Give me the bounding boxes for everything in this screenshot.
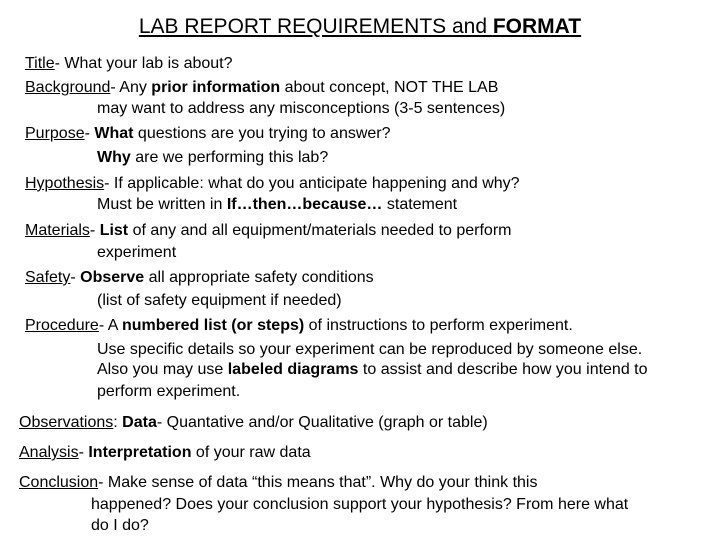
materials-item: Materials- List of any and all equipment/materials needed to perform: [25, 222, 512, 239]
background-item: Background- Any prior information about concept, NOT THE LAB: [25, 79, 499, 96]
conclusion-label: Conclusion: [19, 474, 99, 491]
conclusion-line-3: do I do?: [91, 517, 149, 534]
hypothesis-label: Hypothesis: [25, 175, 105, 192]
hypothesis-line-2: Must be written in If…then…because… statement: [97, 196, 458, 213]
procedure-item: Procedure- A numbered list (or steps) of instructions to perform experiment.: [25, 317, 573, 334]
purpose-label: Purpose: [25, 125, 85, 142]
materials-line-2: experiment: [97, 244, 177, 261]
purpose-line-2: Why are we performing this lab?: [97, 149, 329, 166]
safety-item: Safety- Observe all appropriate safety conditions: [25, 269, 374, 286]
conclusion-line-2: happened? Does your conclusion support your hypothesis? From here what: [91, 496, 629, 513]
analysis-label: Analysis: [19, 444, 79, 461]
analysis-item: Analysis- Interpretation of your raw data: [19, 444, 311, 461]
materials-label: Materials: [25, 222, 90, 239]
background-line-2: may want to address any misconceptions (3-5 sentences): [97, 100, 506, 117]
title-item: Title- What your lab is about?: [25, 55, 233, 72]
background-label: Background: [25, 79, 111, 96]
hypothesis-item: Hypothesis- If applicable: what do you anticipate happening and why?: [25, 175, 520, 192]
purpose-item: Purpose- What questions are you trying to answer?: [25, 125, 391, 142]
observations-label: Observations: [19, 414, 114, 431]
observations-item: Observations: Data- Quantative and/or Qualitative (graph or table): [19, 414, 488, 431]
procedure-line-3: Also you may use labeled diagrams to assist and describe how you intend to: [97, 361, 648, 378]
title-item-label: Title: [25, 55, 55, 72]
conclusion-item: Conclusion- Make sense of data “this means that”. Why do your think this: [19, 474, 538, 491]
safety-line-2: (list of safety equipment if needed): [97, 292, 342, 309]
procedure-line-2: Use specific details so your experiment can be reproduced by someone else.: [97, 341, 643, 358]
safety-label: Safety: [25, 269, 71, 286]
procedure-line-4: perform experiment.: [97, 383, 241, 400]
page-title: LAB REPORT REQUIREMENTS and FORMAT: [138, 15, 582, 38]
procedure-label: Procedure: [25, 317, 99, 334]
